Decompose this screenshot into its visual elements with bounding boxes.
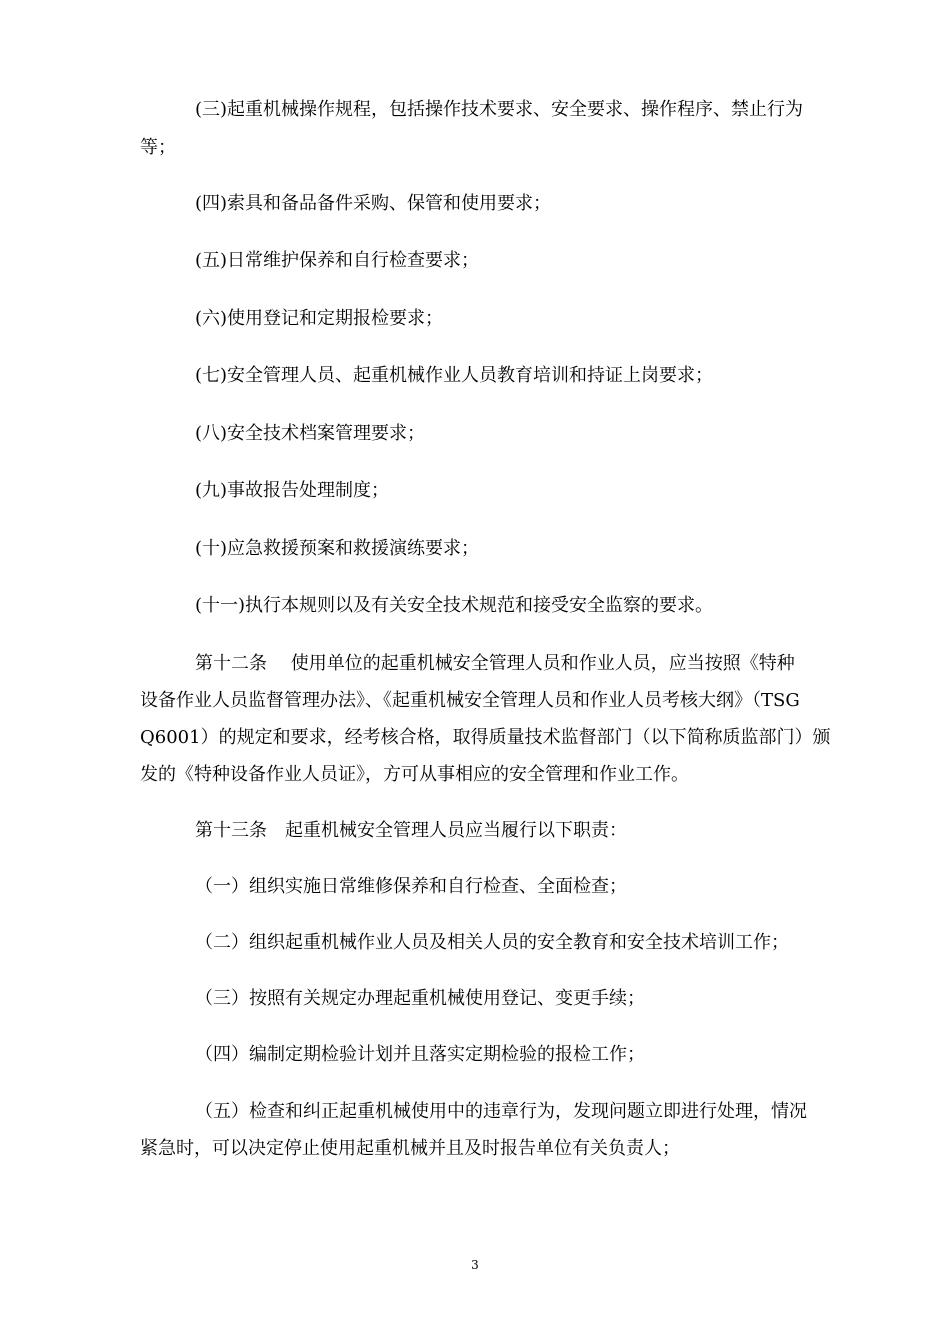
text-line: （四）编制定期检验计划并且落实定期检验的报检工作； <box>195 1044 645 1065</box>
text-line: (九)事故报告处理制度； <box>195 480 390 501</box>
text-line: (五)日常维护保养和自行检查要求； <box>195 250 480 271</box>
text-line: (十一)执行本规则以及有关安全技术规范和接受安全监察的要求。 <box>195 595 714 616</box>
text-line: 设备作业人员监督管理办法》、《起重机械安全管理人员和作业人员考核大纲》（TSG <box>140 690 800 711</box>
text-line: （三）按照有关规定办理起重机械使用登记、变更手续； <box>195 988 645 1009</box>
text-line: （一）组织实施日常维修保养和自行检查、全面检查； <box>195 876 627 897</box>
text-line: 紧急时，可以决定停止使用起重机械并且及时报告单位有关负责人； <box>140 1138 680 1159</box>
text-line: 第十二条 使用单位的起重机械安全管理人员和作业人员，应当按照《特种 <box>195 653 795 674</box>
text-line: (八)安全技术档案管理要求； <box>195 423 426 444</box>
text-line: Q6001）的规定和要求，经考核合格，取得质量技术监督部门（以下简称质监部门）颁 <box>140 727 831 748</box>
text-line: (四)索具和备品备件采购、保管和使用要求； <box>195 193 552 214</box>
text-line: (六)使用登记和定期报检要求； <box>195 308 444 329</box>
text-line: 等； <box>140 137 176 158</box>
text-line: (三)起重机械操作规程，包括操作技术要求、安全要求、操作程序、禁止行为 <box>195 99 804 120</box>
text-line: （二）组织起重机械作业人员及相关人员的安全教育和安全技术培训工作； <box>195 932 789 953</box>
text-line: 发的《特种设备作业人员证》，方可从事相应的安全管理和作业工作。 <box>140 764 689 785</box>
text-line: (十)应急救援预案和救援演练要求； <box>195 538 480 559</box>
text-line: (七)安全管理人员、起重机械作业人员教育培训和持证上岗要求； <box>195 365 714 386</box>
page-number: 3 <box>471 1258 479 1272</box>
text-line: 第十三条 起重机械安全管理人员应当履行以下职责： <box>195 820 627 841</box>
text-line: （五）检查和纠正起重机械使用中的违章行为，发现问题立即进行处理，情况 <box>195 1101 807 1122</box>
